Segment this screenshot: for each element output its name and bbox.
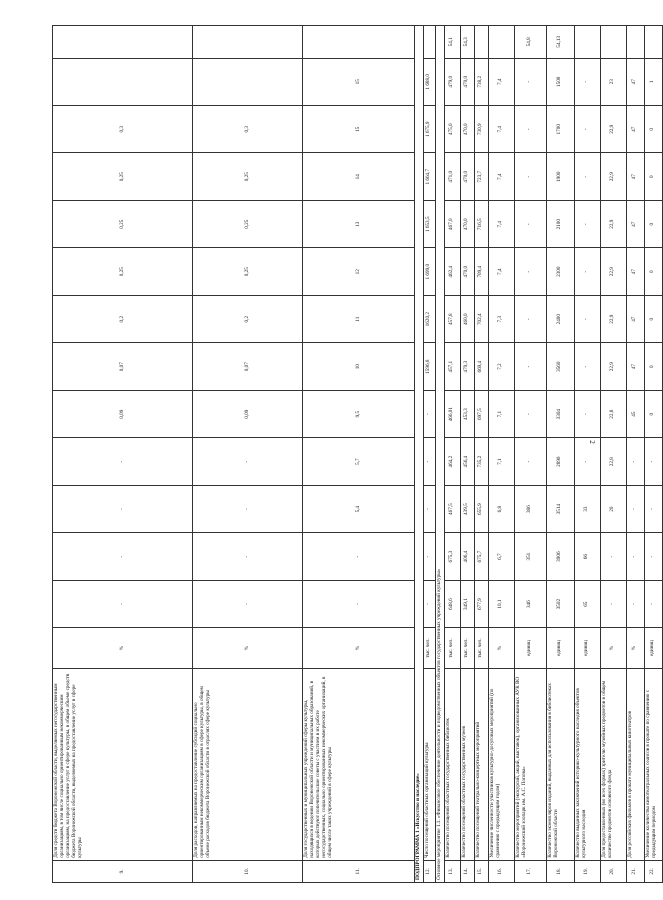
value-cell: 648,6 <box>444 580 460 627</box>
value-cell: 669,4 <box>474 343 488 390</box>
value-cell: 0 <box>644 390 662 437</box>
value-cell: 457,8 <box>444 295 460 342</box>
value-cell: 697,5 <box>474 390 488 437</box>
value-cell: - <box>574 390 600 437</box>
value-cell: 15 <box>303 106 415 153</box>
value-cell: 45 <box>626 390 644 437</box>
row-number: 20. <box>600 860 626 882</box>
value-cell: - <box>193 438 303 485</box>
value-cell: 6,7 <box>488 533 514 580</box>
extra-cell <box>423 26 435 59</box>
value-cell: 0,25 <box>53 248 193 295</box>
row-number: 17. <box>514 860 546 882</box>
row-number: 12. <box>423 860 435 882</box>
value-cell: 1620,2 <box>423 295 435 342</box>
table-row <box>644 26 662 883</box>
value-cell: - <box>626 485 644 532</box>
value-cell: 470,3 <box>460 343 474 390</box>
value-cell: 386 <box>514 485 546 532</box>
unit-cell: тыс. чел. <box>423 628 435 668</box>
value-cell: 3560 <box>546 343 574 390</box>
value-cell: - <box>626 533 644 580</box>
value-cell: - <box>53 580 193 627</box>
value-cell: - <box>514 153 546 200</box>
value-cell: 406,4 <box>460 533 474 580</box>
value-cell: 1596,8 <box>423 343 435 390</box>
value-cell: 65 <box>574 580 600 627</box>
indicator-name: Доля средств бюджета Воронежской области, выделяемых негосударственным организациям, в том числе социально ориентированным некоммерческим организациям, на предоставление услуг в сфере культуры, в общем объеме средств бюджета Воронежской области, выделяемых на предоставление услуг в сфере культуры <box>53 668 193 860</box>
value-cell: - <box>574 438 600 485</box>
value-cell: - <box>193 533 303 580</box>
value-cell: 7,2 <box>488 343 514 390</box>
value-cell: 462,4 <box>444 248 460 295</box>
table-row <box>546 26 574 883</box>
value-cell: 0,07 <box>193 343 303 390</box>
extra-cell <box>574 26 600 59</box>
subsection-header-row <box>435 26 444 883</box>
value-cell: 22,9 <box>600 106 626 153</box>
row-number: 15. <box>474 860 488 882</box>
unit-cell: единиц <box>514 628 546 668</box>
value-cell: 675,7 <box>474 533 488 580</box>
value-cell: - <box>514 106 546 153</box>
table-row <box>474 26 488 883</box>
value-cell: 1 675,9 <box>423 106 435 153</box>
extra-cell <box>474 26 488 59</box>
value-cell: 0,25 <box>53 153 193 200</box>
value-cell: 1 <box>644 58 662 105</box>
value-cell: 7,1 <box>488 438 514 485</box>
extra-cell: 54,3 <box>460 26 474 59</box>
value-cell: 10,1 <box>488 580 514 627</box>
row-number: 9. <box>53 860 193 882</box>
value-cell: 470,0 <box>460 153 474 200</box>
value-cell: 470,0 <box>460 58 474 105</box>
value-cell: - <box>514 438 546 485</box>
value-cell: 1700 <box>546 106 574 153</box>
value-cell: - <box>423 438 435 485</box>
value-cell: - <box>514 343 546 390</box>
value-cell: - <box>644 485 662 532</box>
value-cell: - <box>514 248 546 295</box>
value-cell: 7,4 <box>488 106 514 153</box>
value-cell: 460,0 <box>460 295 474 342</box>
row-number: 16. <box>488 860 514 882</box>
table-row <box>460 26 474 883</box>
value-cell: 467,5 <box>444 485 460 532</box>
value-cell: 47 <box>626 343 644 390</box>
value-cell: 5,4 <box>303 485 415 532</box>
value-cell: 470,0 <box>460 248 474 295</box>
value-cell: - <box>574 248 600 295</box>
unit-cell: % <box>193 628 303 668</box>
subsection-title: Основное мероприятие 1.1. «Финансовое обеспечение деятельности и подведомственных объектов государственных учреждений культуры» <box>435 26 444 883</box>
value-cell: 470,0 <box>460 200 474 247</box>
unit-cell: единиц <box>574 628 600 668</box>
unit-cell: тыс. чел. <box>474 628 488 668</box>
table-row <box>444 26 460 883</box>
value-cell: - <box>53 533 193 580</box>
unit-cell: тыс. чел. <box>444 628 460 668</box>
value-cell: 22,9 <box>600 248 626 295</box>
table-row <box>574 26 600 883</box>
value-cell: 22,9 <box>600 295 626 342</box>
extra-cell <box>644 26 662 59</box>
value-cell: 33 <box>574 485 600 532</box>
indicator-name: Увеличение численности участников культурно-досуговых мероприятий (по сравнению с предыдущим годом) <box>488 668 514 860</box>
row-number: 10. <box>193 860 303 882</box>
value-cell: 439,5 <box>460 485 474 532</box>
table-row <box>193 26 303 883</box>
indicator-name: Количество посещений областных государственных музеев <box>460 668 474 860</box>
value-cell: 0,25 <box>193 153 303 200</box>
value-cell: 7,4 <box>488 248 514 295</box>
value-cell: 738,2 <box>474 58 488 105</box>
unit-cell: % <box>488 628 514 668</box>
value-cell: 23 <box>600 58 626 105</box>
value-cell: 0 <box>644 106 662 153</box>
indicator-name: Количество экземпляров изданий, выданных для использования в библиотеках Воронежской области <box>546 668 574 860</box>
value-cell: - <box>574 106 600 153</box>
indicator-name: Количество посещений областных государственных библиотек <box>444 668 460 860</box>
value-cell: 10 <box>303 343 415 390</box>
table-row <box>303 26 415 883</box>
extra-cell <box>193 26 303 59</box>
value-cell: 479,0 <box>444 58 460 105</box>
value-cell: 351 <box>514 533 546 580</box>
unit-cell: тыс. чел. <box>460 628 474 668</box>
value-cell: 1 699,0 <box>423 248 435 295</box>
value-cell: 702,4 <box>474 295 488 342</box>
value-cell: - <box>574 153 600 200</box>
value-cell: - <box>303 533 415 580</box>
value-cell: 2100 <box>546 200 574 247</box>
table-row <box>53 26 193 883</box>
value-cell: 12 <box>303 248 415 295</box>
value-cell: - <box>303 580 415 627</box>
value-cell: 346 <box>514 580 546 627</box>
value-cell: - <box>574 58 600 105</box>
value-cell: - <box>193 580 303 627</box>
value-cell: - <box>53 438 193 485</box>
value-cell: 0 <box>644 343 662 390</box>
value-cell: 20 <box>600 485 626 532</box>
value-cell: 1 653,5 <box>423 200 435 247</box>
value-cell: 0 <box>644 248 662 295</box>
section-header-row <box>415 26 424 883</box>
unit-cell: % <box>303 628 415 668</box>
indicator-name: Число посещений областных организаций культуры <box>423 668 435 860</box>
value-cell: 3906 <box>546 533 574 580</box>
value-cell: 1900 <box>546 153 574 200</box>
value-cell: 47 <box>626 153 644 200</box>
value-cell: 0,25 <box>53 200 193 247</box>
value-cell: 13 <box>303 200 415 247</box>
value-cell: 735,2 <box>474 438 488 485</box>
value-cell: 475,0 <box>444 106 460 153</box>
row-number: 19. <box>574 860 600 882</box>
indicator-name: Доля государственных и муниципальных учреждений сферы культуры, находящихся в ведении Воронежской области и муниципальных образований, в которых действуют попечительские советы с участием в их работе негосударственных, социально ориентированных некоммерческих организаций, в общем числе таких учреждений в сфере культуры <box>303 668 415 860</box>
value-cell: 471,0 <box>444 153 460 200</box>
value-cell: 2300 <box>546 248 574 295</box>
value-cell: - <box>193 485 303 532</box>
value-cell: 0 <box>644 295 662 342</box>
value-cell: 0,07 <box>53 343 193 390</box>
table-row <box>626 26 644 883</box>
unit-cell: % <box>53 628 193 668</box>
value-cell: 7,1 <box>488 390 514 437</box>
value-cell: 466,01 <box>444 390 460 437</box>
value-cell <box>53 58 193 105</box>
row-number: 14. <box>460 860 474 882</box>
value-cell: 655,9 <box>474 485 488 532</box>
value-cell: 7,4 <box>488 153 514 200</box>
value-cell: 2400 <box>546 295 574 342</box>
value-cell: 467,0 <box>444 200 460 247</box>
rotated-table-page <box>52 25 657 883</box>
value-cell: 1500 <box>546 58 574 105</box>
extra-cell: 54,8 <box>514 26 546 59</box>
value-cell: - <box>53 485 193 532</box>
row-number: 13. <box>444 860 460 882</box>
value-cell: 3304 <box>546 390 574 437</box>
value-cell: 716,5 <box>474 200 488 247</box>
indicator-name: Количество выданных заключений историко-культурного наследия объектов культурного наследия <box>574 668 600 860</box>
table-body <box>53 26 663 883</box>
value-cell: 3502 <box>546 580 574 627</box>
value-cell: 22,8 <box>600 390 626 437</box>
unit-cell: единиц <box>644 628 662 668</box>
value-cell: - <box>644 580 662 627</box>
value-cell: 0,3 <box>53 106 193 153</box>
value-cell: 66 <box>574 533 600 580</box>
extra-cell: 54,1 <box>444 26 460 59</box>
value-cell: 456,4 <box>460 438 474 485</box>
extra-cell <box>600 26 626 59</box>
unit-cell: % <box>626 628 644 668</box>
value-cell: 47 <box>626 295 644 342</box>
value-cell: - <box>574 200 600 247</box>
table-row <box>514 26 546 883</box>
value-cell: 6,8 <box>488 485 514 532</box>
section-title: ПОДПРОГРАММА 1 «Искусство и наследие» <box>415 26 424 883</box>
table-row <box>423 26 435 883</box>
value-cell: 675,3 <box>444 533 460 580</box>
value-cell: 453,3 <box>460 390 474 437</box>
value-cell: 47 <box>626 58 644 105</box>
value-cell: 11 <box>303 295 415 342</box>
value-cell: - <box>514 200 546 247</box>
value-cell: - <box>423 485 435 532</box>
extra-cell: 54,13 <box>546 26 574 59</box>
value-cell: 7,4 <box>488 200 514 247</box>
value-cell: 0 <box>644 200 662 247</box>
value-cell: 349,1 <box>460 580 474 627</box>
table-row <box>600 26 626 883</box>
value-cell: - <box>626 580 644 627</box>
value-cell: 9,5 <box>303 390 415 437</box>
value-cell: - <box>574 295 600 342</box>
value-cell: - <box>423 390 435 437</box>
unit-cell: % <box>600 628 626 668</box>
value-cell: 464,2 <box>444 438 460 485</box>
value-cell: 470,0 <box>460 106 474 153</box>
page-number: 2 <box>587 440 596 444</box>
value-cell: 22,9 <box>600 200 626 247</box>
value-cell: 0,2 <box>193 295 303 342</box>
value-cell: 47 <box>626 200 644 247</box>
value-cell: - <box>626 438 644 485</box>
value-cell: - <box>644 438 662 485</box>
indicator-name: Количество посещений театрально-концертных мероприятий <box>474 668 488 860</box>
value-cell: 0,09 <box>193 390 303 437</box>
value-cell: 0,09 <box>53 390 193 437</box>
row-number: 22. <box>644 860 662 882</box>
value-cell: - <box>644 533 662 580</box>
value-cell: 22,8 <box>600 438 626 485</box>
unit-cell: единиц <box>546 628 574 668</box>
row-number: 11. <box>303 860 415 882</box>
value-cell: - <box>514 58 546 105</box>
value-cell: - <box>574 343 600 390</box>
value-cell <box>193 58 303 105</box>
value-cell: 22,9 <box>600 153 626 200</box>
value-cell: 0 <box>644 153 662 200</box>
indicator-table <box>52 25 663 883</box>
indicator-name: Доля предоставленных (во всех формах) зрителю музейных предметов в общем количестве предметов основного фонда <box>600 668 626 860</box>
value-cell: 0,25 <box>193 248 303 295</box>
value-cell: 5,7 <box>303 438 415 485</box>
extra-cell <box>626 26 644 59</box>
value-cell: 7,3 <box>488 295 514 342</box>
value-cell: 0,25 <box>193 200 303 247</box>
value-cell: 47 <box>626 248 644 295</box>
value-cell: 7,4 <box>488 58 514 105</box>
value-cell: 15 <box>303 58 415 105</box>
row-number: 21. <box>626 860 644 882</box>
value-cell: 47 <box>626 106 644 153</box>
indicator-name: Увеличение количества кинотеатральных сеансов в прокате по сравнению с предыдущим периодом <box>644 668 662 860</box>
value-cell: 677,9 <box>474 580 488 627</box>
value-cell: 3514 <box>546 485 574 532</box>
value-cell: 22,9 <box>600 343 626 390</box>
table-row <box>488 26 514 883</box>
value-cell: 0,2 <box>53 295 193 342</box>
value-cell: 457,1 <box>444 343 460 390</box>
value-cell: 723,7 <box>474 153 488 200</box>
value-cell: 709,4 <box>474 248 488 295</box>
indicator-name: Доля российских фильмов в прокате муниципальных кинотеатров <box>626 668 644 860</box>
value-cell: - <box>600 533 626 580</box>
value-cell: 0,3 <box>193 106 303 153</box>
value-cell: - <box>600 580 626 627</box>
value-cell: - <box>423 533 435 580</box>
extra-cell <box>53 26 193 59</box>
extra-cell <box>303 26 415 59</box>
row-number: 18. <box>546 860 574 882</box>
value-cell: 2890 <box>546 438 574 485</box>
value-cell: 1 664,7 <box>423 153 435 200</box>
value-cell: 1 688,0 <box>423 58 435 105</box>
extra-cell <box>488 26 514 59</box>
value-cell: 730,9 <box>474 106 488 153</box>
indicator-name: Доля расходов, направляемых на предоставление субсидий социально ориентированным некоммерческим организациям в сфере культуры, в общем объеме расходов бюджета Воронежской области в отраслях сфере культуры <box>193 668 303 860</box>
value-cell: - <box>423 580 435 627</box>
value-cell: 14 <box>303 153 415 200</box>
value-cell: - <box>514 295 546 342</box>
value-cell: - <box>514 390 546 437</box>
indicator-name: Количество мероприятий (экскурсий, акций, выставок), организованных АУК ВО «Воронежский зоопарк им. А.С. Попова» <box>514 668 546 860</box>
